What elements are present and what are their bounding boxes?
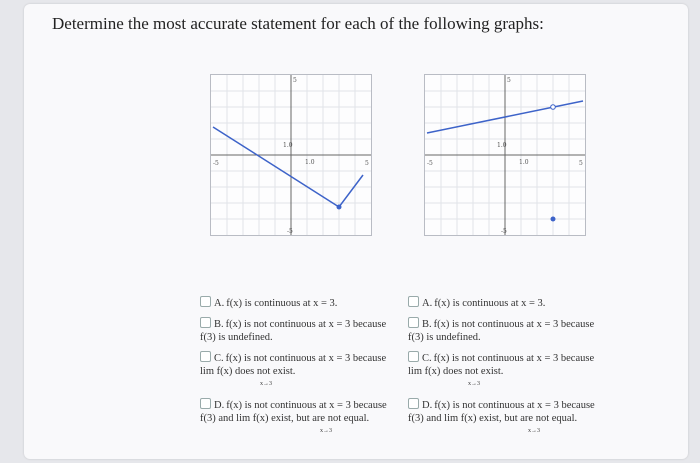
- tick-label: 5: [365, 160, 369, 167]
- graph-1-plot: [211, 75, 371, 235]
- checkbox[interactable]: [408, 351, 419, 362]
- graph-2: [424, 74, 586, 236]
- right-choices: [408, 296, 598, 445]
- open-point: [551, 105, 556, 110]
- checkbox[interactable]: [200, 398, 211, 409]
- tick-label: -5: [213, 160, 219, 167]
- checkbox[interactable]: [408, 317, 419, 328]
- tick-label: -5: [427, 160, 433, 167]
- graph-1: [210, 74, 372, 236]
- graph-2-plot: [425, 75, 585, 235]
- left-choices: [200, 296, 390, 445]
- tick-label: 1.0: [497, 142, 507, 149]
- tick-label: 1.0: [305, 159, 315, 166]
- tick-label: 1.0: [283, 142, 293, 149]
- question-title: Determine the most accurate statement for each of the following graphs:: [52, 14, 544, 33]
- right-choice-c[interactable]: C. f(x) is not continuous at x = 3 because lim f(x) does not exist. x→3: [408, 353, 595, 387]
- tick-label: 5: [293, 77, 297, 84]
- left-choice-b[interactable]: B. f(x) is not continuous at x = 3 because f(3) is undefined.: [200, 319, 387, 343]
- right-choice-a[interactable]: A. f(x) is continuous at x = 3.: [408, 296, 598, 310]
- left-choice-a[interactable]: A. f(x) is continuous at x = 3.: [200, 296, 390, 310]
- checkbox[interactable]: [200, 351, 211, 362]
- checkbox[interactable]: [408, 296, 419, 307]
- left-choice-d[interactable]: D. f(x) is not continuous at x = 3 because f(3) and lim f(x) exist, but are not equal. x→3: [200, 400, 387, 434]
- left-choice-c[interactable]: C. f(x) is not continuous at x = 3 because lim f(x) does not exist. x→3: [200, 353, 387, 387]
- checkbox[interactable]: [408, 398, 419, 409]
- tick-label: -5: [287, 228, 293, 235]
- checkbox[interactable]: [200, 296, 211, 307]
- tick-label: 5: [579, 160, 583, 167]
- checkbox[interactable]: [200, 317, 211, 328]
- filled-point: [551, 217, 556, 222]
- right-choice-d[interactable]: D. f(x) is not continuous at x = 3 because f(3) and lim f(x) exist, but are not equal. x→3: [408, 400, 595, 434]
- tick-label: 5: [507, 77, 511, 84]
- tick-label: 1.0: [519, 159, 529, 166]
- tick-label: -5: [501, 228, 507, 235]
- filled-point: [337, 205, 342, 210]
- right-choice-b[interactable]: B. f(x) is not continuous at x = 3 because f(3) is undefined.: [408, 319, 595, 343]
